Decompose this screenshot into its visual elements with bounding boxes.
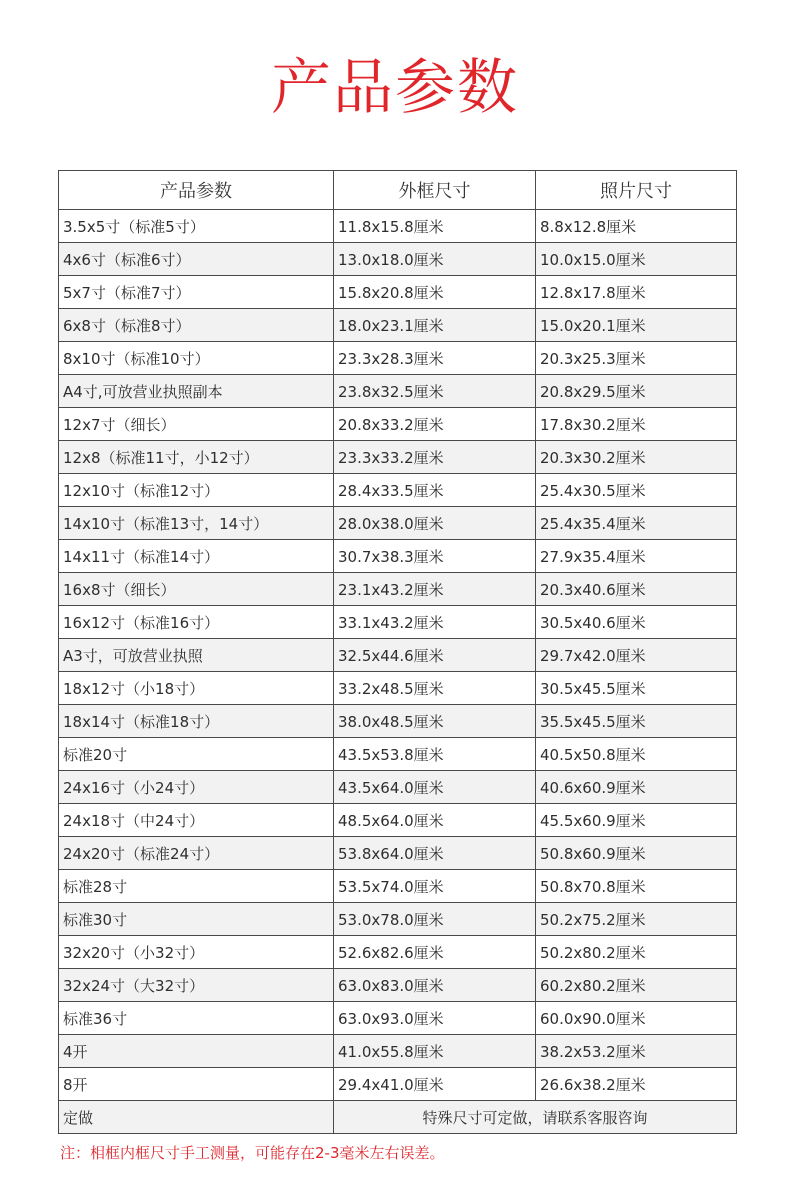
cell-frame-size: 63.0x93.0厘米 bbox=[334, 1002, 536, 1035]
cell-product-name: A3寸，可放营业执照 bbox=[59, 639, 334, 672]
cell-frame-size: 33.2x48.5厘米 bbox=[334, 672, 536, 705]
cell-frame-size: 23.1x43.2厘米 bbox=[334, 573, 536, 606]
cell-product-name: 32x24寸（大32寸） bbox=[59, 969, 334, 1002]
table-row bbox=[59, 870, 737, 903]
cell-frame-size: 13.0x18.0厘米 bbox=[334, 243, 536, 276]
cell-photo-size: 40.6x60.9厘米 bbox=[536, 771, 737, 804]
table-row bbox=[59, 1068, 737, 1101]
cell-frame-size: 43.5x64.0厘米 bbox=[334, 771, 536, 804]
cell-photo-size: 35.5x45.5厘米 bbox=[536, 705, 737, 738]
cell-photo-size: 50.8x60.9厘米 bbox=[536, 837, 737, 870]
cell-photo-size: 12.8x17.8厘米 bbox=[536, 276, 737, 309]
table-row bbox=[59, 507, 737, 540]
cell-product-name: 12x7寸（细长） bbox=[59, 408, 334, 441]
cell-photo-size: 60.2x80.2厘米 bbox=[536, 969, 737, 1002]
cell-product-name: 14x11寸（标准14寸） bbox=[59, 540, 334, 573]
cell-photo-size: 20.3x30.2厘米 bbox=[536, 441, 737, 474]
cell-product-name: 标准20寸 bbox=[59, 738, 334, 771]
cell-product-name: 18x12寸（小18寸） bbox=[59, 672, 334, 705]
table-row bbox=[59, 474, 737, 507]
cell-photo-size: 10.0x15.0厘米 bbox=[536, 243, 737, 276]
table-row bbox=[59, 243, 737, 276]
table-header-row bbox=[59, 171, 737, 210]
cell-frame-size: 28.0x38.0厘米 bbox=[334, 507, 536, 540]
cell-frame-size: 15.8x20.8厘米 bbox=[334, 276, 536, 309]
cell-product-name: 12x10寸（标准12寸） bbox=[59, 474, 334, 507]
table-row bbox=[59, 540, 737, 573]
table-row bbox=[59, 771, 737, 804]
cell-product-name: 18x14寸（标准18寸） bbox=[59, 705, 334, 738]
cell-photo-size: 8.8x12.8厘米 bbox=[536, 210, 737, 243]
cell-frame-size: 41.0x55.8厘米 bbox=[334, 1035, 536, 1068]
table-row bbox=[59, 672, 737, 705]
cell-frame-size: 18.0x23.1厘米 bbox=[334, 309, 536, 342]
cell-photo-size: 25.4x30.5厘米 bbox=[536, 474, 737, 507]
cell-frame-size: 52.6x82.6厘米 bbox=[334, 936, 536, 969]
cell-frame-size: 53.8x64.0厘米 bbox=[334, 837, 536, 870]
cell-frame-size: 20.8x33.2厘米 bbox=[334, 408, 536, 441]
cell-product-name: 24x18寸（中24寸） bbox=[59, 804, 334, 837]
table-row bbox=[59, 738, 737, 771]
page-title: 产品参数 bbox=[271, 53, 519, 123]
cell-frame-size: 23.8x32.5厘米 bbox=[334, 375, 536, 408]
cell-photo-size: 50.2x75.2厘米 bbox=[536, 903, 737, 936]
table-row bbox=[59, 705, 737, 738]
table-body bbox=[59, 210, 737, 1134]
cell-photo-size: 29.7x42.0厘米 bbox=[536, 639, 737, 672]
cell-frame-size: 53.0x78.0厘米 bbox=[334, 903, 536, 936]
cell-photo-size: 50.8x70.8厘米 bbox=[536, 870, 737, 903]
cell-product-name: 标准36寸 bbox=[59, 1002, 334, 1035]
cell-frame-size: 23.3x33.2厘米 bbox=[334, 441, 536, 474]
table-row bbox=[59, 573, 737, 606]
cell-product-name: 24x20寸（标准24寸） bbox=[59, 837, 334, 870]
cell-product-name: 16x8寸（细长） bbox=[59, 573, 334, 606]
cell-photo-size: 45.5x60.9厘米 bbox=[536, 804, 737, 837]
cell-product-name: 24x16寸（小24寸） bbox=[59, 771, 334, 804]
cell-product-name: 8开 bbox=[59, 1068, 334, 1101]
cell-photo-size: 50.2x80.2厘米 bbox=[536, 936, 737, 969]
cell-frame-size: 63.0x83.0厘米 bbox=[334, 969, 536, 1002]
cell-frame-size: 30.7x38.3厘米 bbox=[334, 540, 536, 573]
cell-frame-size: 23.3x28.3厘米 bbox=[334, 342, 536, 375]
cell-product-name: 32x20寸（小32寸） bbox=[59, 936, 334, 969]
cell-frame-size: 28.4x33.5厘米 bbox=[334, 474, 536, 507]
cell-frame-size: 38.0x48.5厘米 bbox=[334, 705, 536, 738]
table-row bbox=[59, 804, 737, 837]
cell-frame-size: 48.5x64.0厘米 bbox=[334, 804, 536, 837]
table-row bbox=[59, 639, 737, 672]
cell-frame-size: 11.8x15.8厘米 bbox=[334, 210, 536, 243]
cell-product-name: 8x10寸（标准10寸） bbox=[59, 342, 334, 375]
cell-photo-size: 60.0x90.0厘米 bbox=[536, 1002, 737, 1035]
cell-product-name: 3.5x5寸（标准5寸） bbox=[59, 210, 334, 243]
table-row bbox=[59, 903, 737, 936]
cell-photo-size: 15.0x20.1厘米 bbox=[536, 309, 737, 342]
table-row bbox=[59, 1002, 737, 1035]
cell-photo-size: 17.8x30.2厘米 bbox=[536, 408, 737, 441]
cell-product-name: 14x10寸（标准13寸，14寸） bbox=[59, 507, 334, 540]
cell-photo-size: 38.2x53.2厘米 bbox=[536, 1035, 737, 1068]
cell-product-name: 16x12寸（标准16寸） bbox=[59, 606, 334, 639]
table-row bbox=[59, 408, 737, 441]
measurement-note: 注：相框内框尺寸手工测量，可能存在2-3毫米左右误差。 bbox=[60, 1144, 445, 1162]
cell-photo-size: 40.5x50.8厘米 bbox=[536, 738, 737, 771]
cell-product-name: 5x7寸（标准7寸） bbox=[59, 276, 334, 309]
table-row-custom bbox=[59, 1101, 737, 1134]
table-row bbox=[59, 969, 737, 1002]
table-row bbox=[59, 375, 737, 408]
cell-product-name: A4寸,可放营业执照副本 bbox=[59, 375, 334, 408]
cell-custom-label: 定做 bbox=[59, 1101, 334, 1134]
cell-photo-size: 27.9x35.4厘米 bbox=[536, 540, 737, 573]
cell-frame-size: 53.5x74.0厘米 bbox=[334, 870, 536, 903]
table-row bbox=[59, 837, 737, 870]
cell-photo-size: 20.3x25.3厘米 bbox=[536, 342, 737, 375]
cell-frame-size: 33.1x43.2厘米 bbox=[334, 606, 536, 639]
table-row bbox=[59, 606, 737, 639]
cell-photo-size: 25.4x35.4厘米 bbox=[536, 507, 737, 540]
product-params-table bbox=[58, 170, 737, 1134]
table-row bbox=[59, 1035, 737, 1068]
header-photo-size: 照片尺寸 bbox=[536, 171, 737, 210]
cell-custom-text: 特殊尺寸可定做，请联系客服咨询 bbox=[334, 1101, 737, 1134]
table-row bbox=[59, 441, 737, 474]
table-row bbox=[59, 276, 737, 309]
cell-product-name: 6x8寸（标准8寸） bbox=[59, 309, 334, 342]
cell-photo-size: 20.8x29.5厘米 bbox=[536, 375, 737, 408]
cell-frame-size: 29.4x41.0厘米 bbox=[334, 1068, 536, 1101]
cell-product-name: 12x8（标准11寸，小12寸） bbox=[59, 441, 334, 474]
header-product-params: 产品参数 bbox=[59, 171, 334, 210]
cell-product-name: 4x6寸（标准6寸） bbox=[59, 243, 334, 276]
table-row bbox=[59, 210, 737, 243]
cell-photo-size: 26.6x38.2厘米 bbox=[536, 1068, 737, 1101]
cell-product-name: 标准30寸 bbox=[59, 903, 334, 936]
cell-frame-size: 43.5x53.8厘米 bbox=[334, 738, 536, 771]
cell-product-name: 标准28寸 bbox=[59, 870, 334, 903]
cell-photo-size: 30.5x40.6厘米 bbox=[536, 606, 737, 639]
table-row bbox=[59, 342, 737, 375]
cell-photo-size: 20.3x40.6厘米 bbox=[536, 573, 737, 606]
cell-product-name: 4开 bbox=[59, 1035, 334, 1068]
table-row bbox=[59, 309, 737, 342]
cell-photo-size: 30.5x45.5厘米 bbox=[536, 672, 737, 705]
table-row bbox=[59, 936, 737, 969]
header-frame-size: 外框尺寸 bbox=[334, 171, 536, 210]
cell-frame-size: 32.5x44.6厘米 bbox=[334, 639, 536, 672]
